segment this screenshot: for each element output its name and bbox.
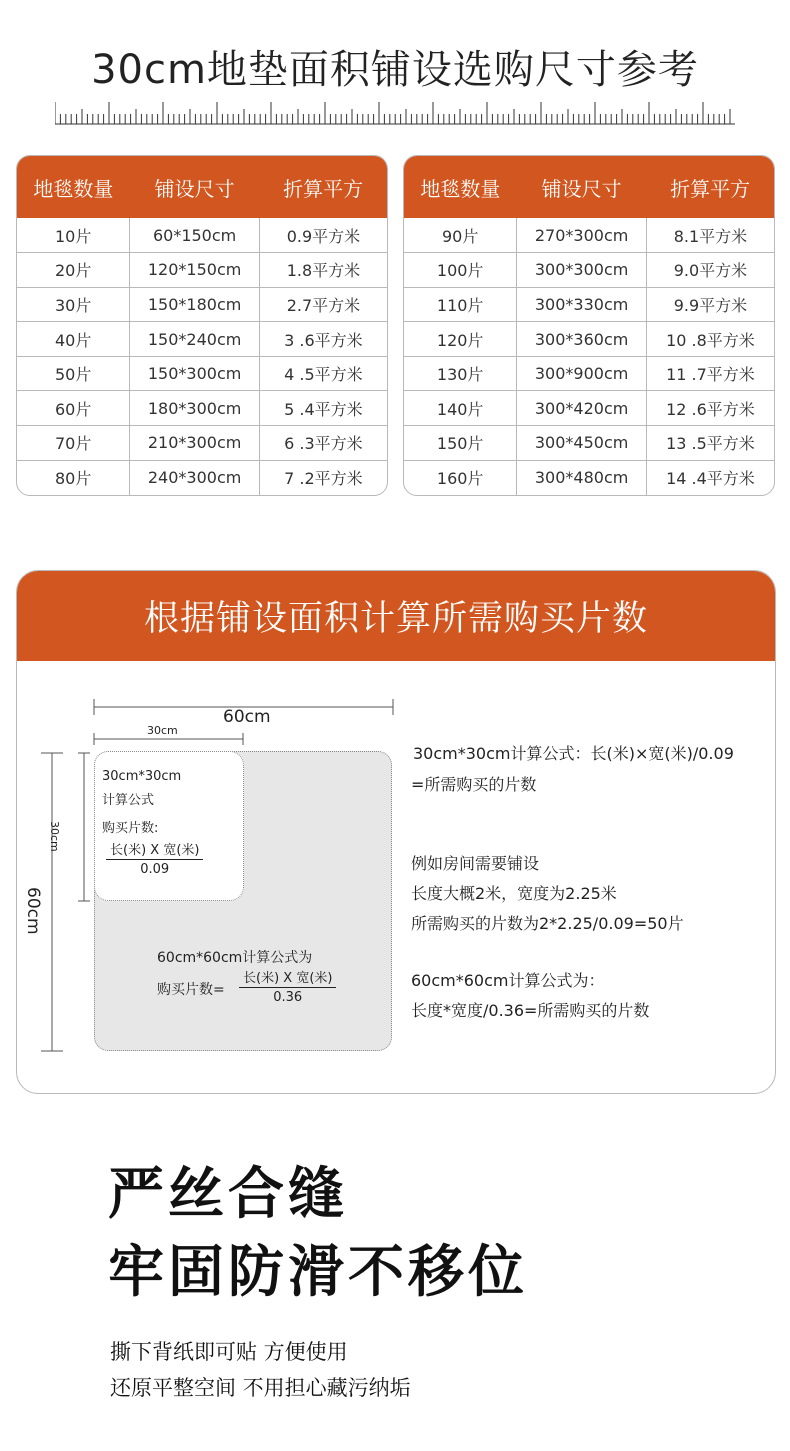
table-row [404,426,774,461]
table-row [404,218,774,253]
cell-quantity: 70片 [17,426,130,461]
cell-area: 9.9平方米 [646,287,774,322]
col-header-quantity: 地毯数量 [404,156,517,218]
explain-line5: 所需购买的片数为2*2.25/0.09=50片 [411,914,684,933]
slogan-headline-2: 牢固防滑不移位 [108,1240,528,1305]
cell-size: 210*300cm [130,426,260,461]
table-row [17,322,387,357]
small-formula-line2: 计算公式 [102,793,155,808]
cell-area: 1.8平方米 [259,253,387,288]
cell-size: 150*300cm [130,356,260,391]
size-table-right [403,155,775,496]
col-header-area: 折算平方 [259,156,387,218]
cell-area: 7 .2平方米 [259,460,387,495]
cell-quantity: 30片 [17,287,130,322]
cell-quantity: 60片 [17,391,130,426]
explain-line3: 例如房间需要铺设 [411,854,540,873]
slogan-description-2: 还原平整空间 不用担心藏污纳垢 [110,1376,411,1400]
calculation-panel [16,570,776,1094]
big-formula-prefix: 购买片数= [157,982,225,998]
cell-quantity: 100片 [404,253,517,288]
cell-size: 60*150cm [130,218,260,253]
table-row [17,426,387,461]
table-row [404,460,774,495]
size-table-left [16,155,388,496]
cell-size: 150*240cm [130,322,260,357]
big-formula-title: 60cm*60cm计算公式为 [157,950,313,966]
dimension-label-60cm-top: 60cm [223,707,271,727]
cell-size: 300*420cm [517,391,647,426]
dimension-label-30cm-side: 30cm [48,821,61,852]
cell-area: 4 .5平方米 [259,356,387,391]
table-row [17,253,387,288]
cell-quantity: 140片 [404,391,517,426]
cell-quantity: 80片 [17,460,130,495]
big-formula-fraction [239,967,336,1005]
explain-line6: 60cm*60cm计算公式为： [411,971,605,990]
cell-area: 12 .6平方米 [646,391,774,426]
cell-quantity: 90片 [441,226,479,246]
cell-quantity: 130片 [404,356,517,391]
cell-size: 300*450cm [517,426,647,461]
small-formula-numerator: 长(米) X 宽(米) [106,839,203,860]
cell-area: 13 .5平方米 [646,426,774,461]
slogan-headline-1: 严丝合缝 [108,1162,348,1227]
cell-area: 8.1平方米 [646,218,774,253]
table-row [404,391,774,426]
table-row [404,356,774,391]
cell-size: 270*300cm [517,218,647,253]
cell-quantity: 110片 [404,287,517,322]
table-row [17,460,387,495]
cell-quantity: 120片 [404,322,517,357]
cell-area: 5 .4平方米 [259,391,387,426]
ruler-decoration [55,100,735,126]
cell-quantity: 50片 [17,356,130,391]
cell-quantity: 160片 [404,460,517,495]
cell-area: 2.7平方米 [259,287,387,322]
cell-size: 300*360cm [517,322,647,357]
cell-size: 150*180cm [130,287,260,322]
cell-quantity: 10片 [54,226,92,246]
table-row [17,356,387,391]
cell-quantity: 150片 [404,426,517,461]
cell-area: 6 .3平方米 [259,426,387,461]
col-header-area: 折算平方 [646,156,774,218]
cell-size: 300*300cm [517,253,647,288]
explain-line7: 长度*宽度/0.36=所需购买的片数 [411,1001,650,1020]
cell-area: 3 .6平方米 [259,322,387,357]
cell-size: 300*900cm [517,356,647,391]
cell-area: 11 .7平方米 [646,356,774,391]
cell-area: 14 .4平方米 [646,460,774,495]
cell-size: 240*300cm [130,460,260,495]
small-formula-line1: 30cm*30cm [102,769,182,784]
table-row [17,391,387,426]
big-formula-denominator: 0.36 [273,990,303,1005]
col-header-size: 铺设尺寸 [517,156,647,218]
cell-size: 300*330cm [517,287,647,322]
col-header-quantity: 地毯数量 [17,156,130,218]
table-row [17,287,387,322]
explain-line4: 长度大概2米，宽度为2.25米 [411,884,617,903]
cell-size: 120*150cm [130,253,260,288]
small-formula-line3: 购买片数: [102,821,159,836]
cell-size: 300*480cm [517,460,647,495]
explain-line1: 30cm*30cm计算公式：长(米)×宽(米)/0.09 [413,744,734,763]
cell-area: 10 .8平方米 [646,322,774,357]
cell-size: 180*300cm [130,391,260,426]
page-title: 30cm地垫面积铺设选购尺寸参考 [91,47,699,93]
small-formula-denominator: 0.09 [140,862,170,877]
dimension-label-60cm-side: 60cm [23,887,43,935]
dimension-label-30cm-top: 30cm [147,724,178,737]
table-row [404,287,774,322]
cell-area: 9.0平方米 [646,253,774,288]
cell-area: 0.9平方米 [259,218,387,253]
big-formula-numerator: 长(米) X 宽(米) [239,967,336,988]
small-formula-fraction [106,839,203,877]
calculation-heading: 根据铺设面积计算所需购买片数 [17,571,775,661]
col-header-size: 铺设尺寸 [130,156,260,218]
table-row [17,218,387,253]
slogan-description-1: 撕下背纸即可贴 方便使用 [110,1340,348,1364]
table-row [404,253,774,288]
table-row [404,322,774,357]
explain-line2: =所需购买的片数 [411,775,537,794]
cell-quantity: 40片 [17,322,130,357]
cell-quantity: 20片 [17,253,130,288]
